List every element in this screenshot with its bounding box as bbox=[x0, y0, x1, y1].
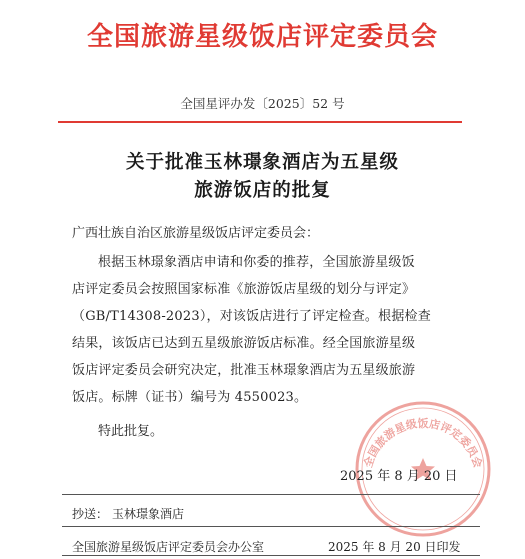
body-paragraph-line: 饭店评定委员会研究决定，批准玉林璟象酒店为五星级旅游 bbox=[72, 363, 416, 378]
addressee: 广西壮族自治区旅游星级饭店评定委员会： bbox=[72, 226, 320, 241]
footer-issue-date: 2025 年 8 月 20 日印发 bbox=[328, 540, 461, 554]
footer-rule-bottom bbox=[62, 555, 480, 556]
body-paragraph-line: （GB/T14308-2023），对该饭店进行了评定检查。根据检查 bbox=[72, 309, 431, 324]
cc-label: 抄送： bbox=[72, 507, 109, 521]
issuing-organization-header: 全国旅游星级饭店评定委员会 bbox=[86, 22, 438, 52]
red-separator-line bbox=[58, 121, 462, 123]
closing-remark: 特此批复。 bbox=[98, 424, 164, 439]
footer-issuing-office: 全国旅游星级饭店评定委员会办公室 bbox=[72, 540, 265, 554]
seal-text: 全国旅游星级饭店评定委员会 bbox=[361, 417, 485, 470]
cc-recipient: 玉林璟象酒店 bbox=[112, 507, 185, 521]
signature-date: 2025 年 8 月 20 日 bbox=[340, 469, 458, 484]
body-paragraph-line: 根据玉林璟象酒店申请和你委的推荐，全国旅游星级饭 bbox=[98, 255, 415, 270]
footer-rule-middle bbox=[62, 526, 480, 527]
body-paragraph-line: 店评定委员会按照国家标准《旅游饭店星级的划分与评定》 bbox=[72, 282, 416, 297]
body-paragraph-line: 结果，该饭店已达到五星级旅游饭店标准。经全国旅游星级 bbox=[72, 336, 416, 351]
footer-rule-top bbox=[62, 494, 480, 495]
document-number: 全国星评办发〔2025〕52 号 bbox=[180, 96, 345, 111]
body-paragraph-line: 饭店。标牌（证书）编号为 4550023。 bbox=[72, 390, 308, 405]
document-title-line-1: 关于批准玉林璟象酒店为五星级 bbox=[125, 152, 399, 173]
document-title-line-2: 旅游饭店的批复 bbox=[194, 180, 331, 201]
cc-line bbox=[72, 505, 184, 522]
